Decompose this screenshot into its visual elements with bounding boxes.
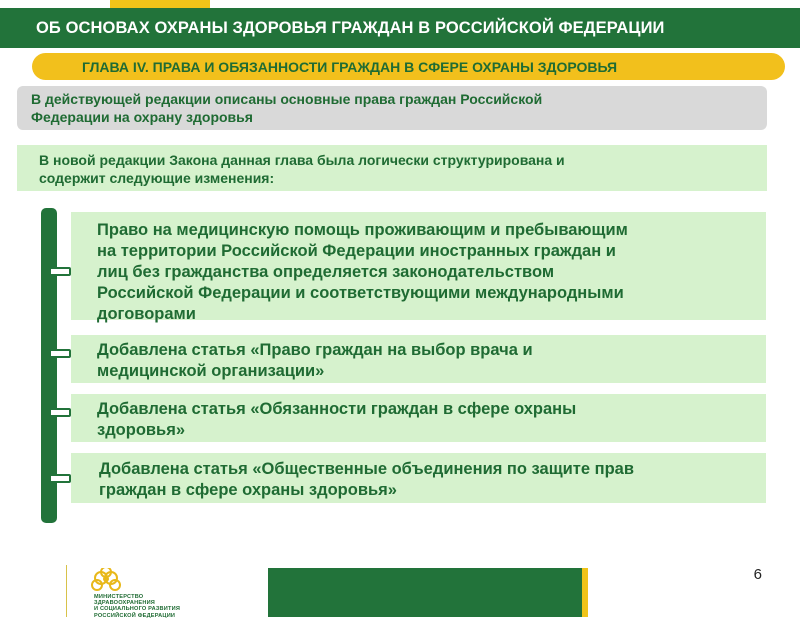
change-item-citizen-duties [71, 392, 766, 442]
new-edition-note [17, 145, 767, 191]
chapter-heading-text: ГЛАВА IV. ПРАВА И ОБЯЗАННОСТИ ГРАЖДАН В СФЕРЕ ОХРАНЫ ЗДОРОВЬЯ [82, 58, 618, 75]
change-item-line: Российской Федерации и соответствующими международными [97, 284, 624, 302]
current-edition-line: В действующей редакции описаны основные права граждан Российской [31, 91, 543, 107]
footer-green-block [268, 568, 582, 617]
current-edition-line: Федерации на охрану здоровья [31, 109, 253, 125]
chapter-heading [32, 53, 785, 80]
page-number: 6 [753, 566, 762, 583]
ministry-name-line: ЗДРАВООХРАНЕНИЯ [94, 600, 156, 607]
change-item-line: медицинской организации» [97, 362, 325, 380]
change-item-line: здоровья» [97, 421, 186, 439]
current-edition-note [17, 86, 767, 130]
change-item-foreigners-care [71, 210, 766, 323]
timeline-connector [49, 267, 71, 276]
ministry-name-line: МИНИСТЕРСТВО [94, 594, 144, 600]
timeline-connector [49, 474, 71, 483]
new-edition-line: содержит следующие изменения: [39, 170, 275, 186]
ministry-name [94, 594, 244, 619]
footer-yellow-accent [582, 568, 588, 617]
ministry-name-line: И СОЦИАЛЬНОГО РАЗВИТИЯ [94, 606, 181, 613]
change-item-line: договорами [97, 305, 196, 323]
footer-divider [66, 565, 67, 617]
page-title [0, 8, 800, 48]
change-item-line: Добавлена статья «Право граждан на выбор врача и [97, 341, 533, 359]
change-item-line: лиц без гражданства определяется законодательством [97, 263, 555, 281]
top-accent-strip [110, 0, 210, 8]
ministry-name-line: РОССИЙСКОЙ ФЕДЕРАЦИИ [94, 612, 176, 619]
new-edition-line: В новой редакции Закона данная глава была логически структурирована и [39, 152, 565, 168]
change-item-line: Добавлена статья «Общественные объединения по защите прав [99, 460, 634, 478]
change-item-choice-of-doctor [71, 333, 766, 383]
change-item-line: на территории Российской Федерации иностранных граждан и [97, 242, 616, 260]
change-item-line: Право на медицинскую помощь проживающим и пребывающим [97, 221, 628, 239]
page-title-text: ОБ ОСНОВАХ ОХРАНЫ ЗДОРОВЬЯ ГРАЖДАН В РОССИЙСКОЙ ФЕДЕРАЦИИ [36, 18, 665, 37]
change-item-line: граждан в сфере охраны здоровья» [99, 481, 397, 499]
timeline-connector [49, 408, 71, 417]
change-item-public-associations [71, 451, 766, 503]
timeline-connector [49, 349, 71, 358]
change-item-line: Добавлена статья «Обязанности граждан в сфере охраны [97, 400, 577, 418]
